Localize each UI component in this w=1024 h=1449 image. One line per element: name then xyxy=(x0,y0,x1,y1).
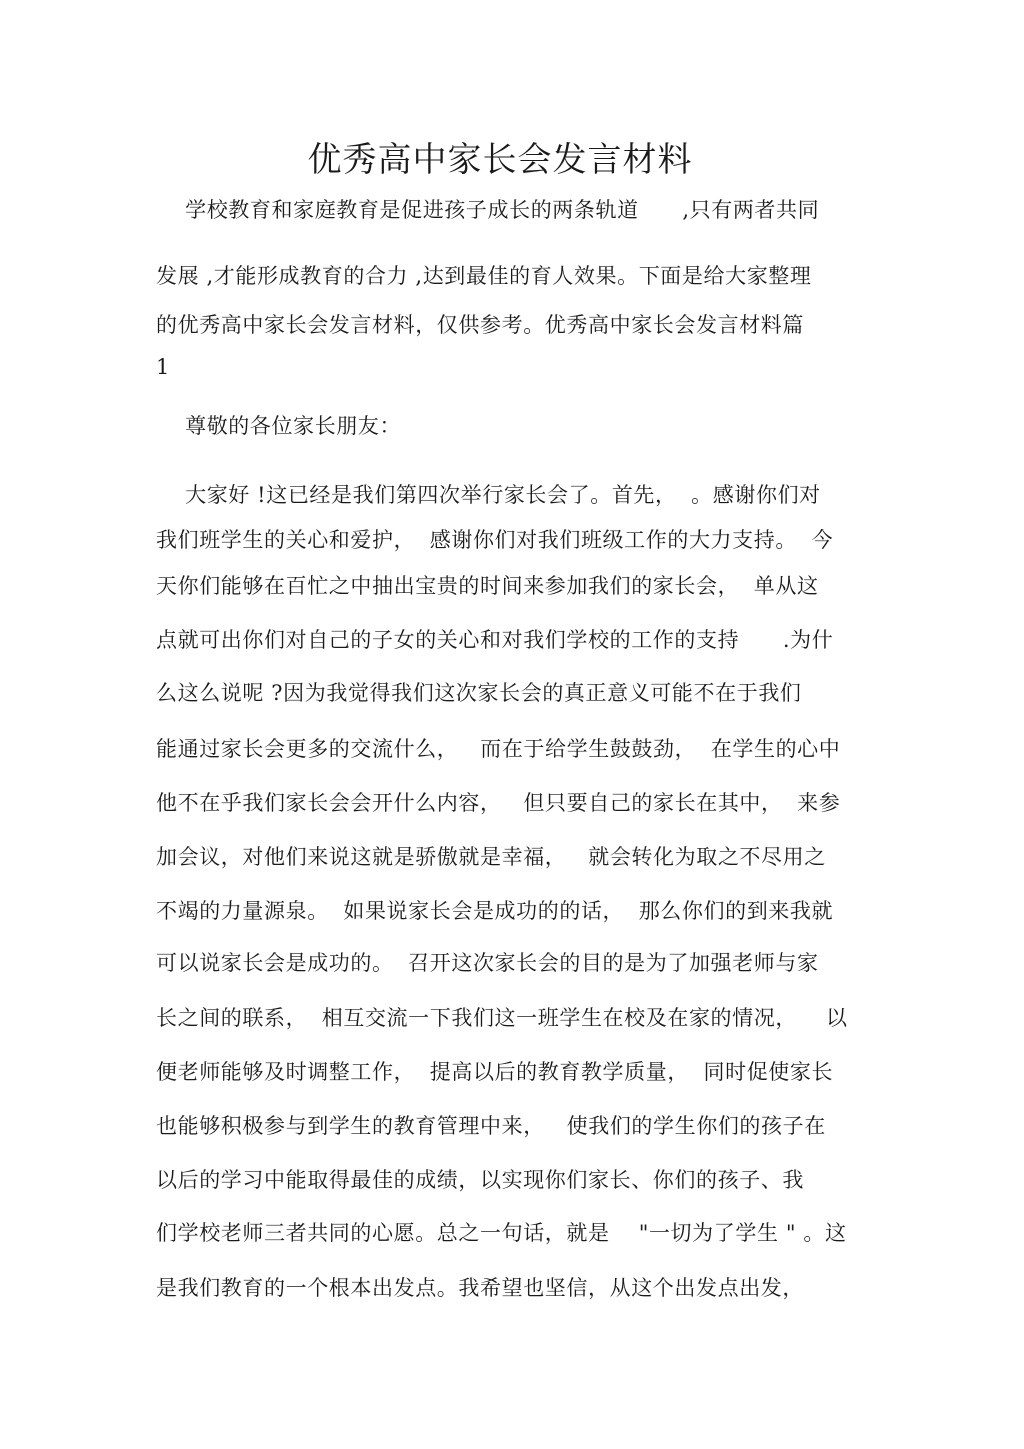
text-line: 学校教育和家庭教育是促进孩子成长的两条轨道 ,只有两者共同 xyxy=(156,198,820,222)
text-line: 1 xyxy=(156,355,170,379)
text-line: 我们班学生的关心和爱护， 感谢你们对我们班级工作的大力支持。 今 xyxy=(156,528,834,552)
text-line: 么这么说呢 ?因为我觉得我们这次家长会的真正意义可能不在于我们 xyxy=(156,681,802,705)
text-line: 点就可出你们对自己的子女的关心和对我们学校的工作的支持 .为什 xyxy=(156,628,834,652)
text-line: 也能够积极参与到学生的教育管理中来， 使我们的学生你们的孩子在 xyxy=(156,1114,826,1138)
text-line: 能通过家长会更多的交流什么， 而在于给学生鼓鼓劲， 在学生的心中 xyxy=(156,737,841,761)
text-line: 发展 ,才能形成教育的合力 ,达到最佳的育人效果。下面是给大家整理 xyxy=(156,264,812,288)
text-line: 长之间的联系， 相互交流一下我们这一班学生在校及在家的情况， 以 xyxy=(156,1006,848,1030)
text-line: 加会议，对他们来说这就是骄傲就是幸福， 就会转化为取之不尽用之 xyxy=(156,845,826,869)
text-line: 可以说家长会是成功的。 召开这次家长会的目的是为了加强老师与家 xyxy=(156,951,819,975)
text-line: 是我们教育的一个根本出发点。我希望也坚信，从这个出发点出发， xyxy=(156,1276,804,1300)
text-line: 以后的学习中能取得最佳的成绩，以实现你们家长、你们的孩子、我 xyxy=(156,1168,804,1192)
text-line: 尊敬的各位家长朋友： xyxy=(156,414,402,438)
text-line: 不竭的力量源泉。 如果说家长会是成功的的话， 那么你们的到来我就 xyxy=(156,899,834,923)
text-line: 的优秀高中家长会发言材料，仅供参考。优秀高中家长会发言材料篇 xyxy=(156,313,804,337)
text-line: 大家好 !这已经是我们第四次举行家长会了。首先， 。感谢你们对 xyxy=(156,483,821,507)
text-line: 他不在乎我们家长会会开什么内容， 但只要自己的家长在其中， 来参 xyxy=(156,791,841,815)
text-line: 们学校老师三者共同的心愿。总之一句话，就是 "一切为了学生 " 。这 xyxy=(156,1221,847,1245)
text-line: 便老师能够及时调整工作， 提高以后的教育教学质量， 同时促使家长 xyxy=(156,1060,834,1084)
text-line: 天你们能够在百忙之中抽出宝贵的时间来参加我们的家长会， 单从这 xyxy=(156,574,819,598)
document-title: 优秀高中家长会发言材料 xyxy=(307,140,693,180)
